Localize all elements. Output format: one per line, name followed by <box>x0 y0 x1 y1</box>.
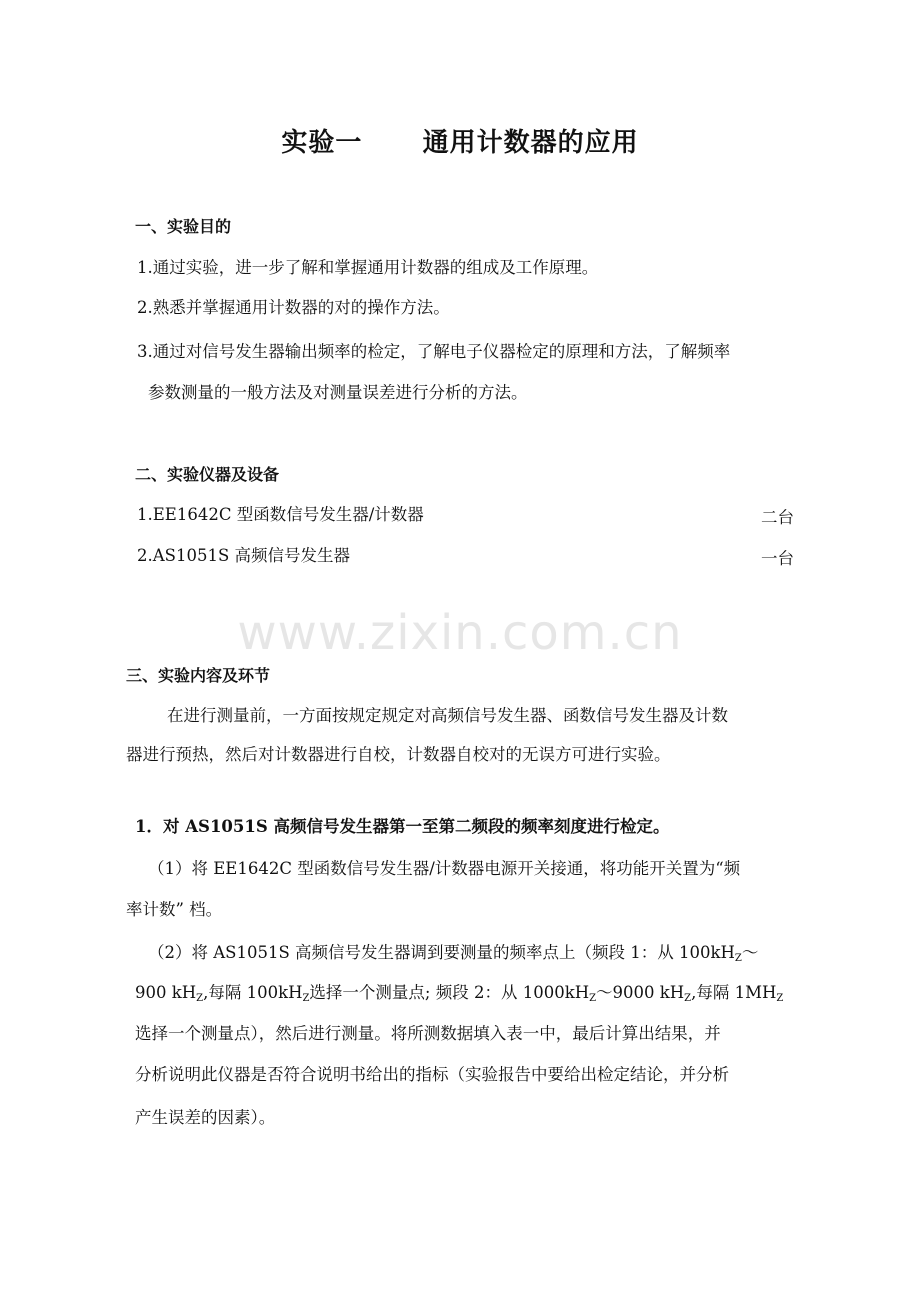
step2-text: ,每隔 1MH <box>691 983 777 1002</box>
subscript: Z <box>734 953 742 964</box>
step2-line-1 <box>148 942 758 970</box>
content-intro-line-2: 器进行预热，然后对计数器进行自校，计数器自校对的无误方可进行实验。 <box>126 745 671 764</box>
step2-line-3: 选择一个测量点），然后进行测量。将所测数据填入表一中，最后计算出结果，并 <box>135 1024 721 1043</box>
step1-line-2: 率计数” 档。 <box>126 900 223 919</box>
equipment-qty-2: 一台 <box>761 549 794 568</box>
purpose-item-3-cont: 参数测量的一般方法及对测量误差进行分析的方法。 <box>148 383 528 402</box>
step2-text: ～9000 kH <box>596 983 685 1002</box>
equipment-item-1: 1.EE1642C 型函数信号发生器/计数器 <box>137 505 424 524</box>
task1-title: 1．对 AS1051S 高频信号发生器第一至第二频段的频率刻度进行检定。 <box>135 817 670 836</box>
step2-line-5: 产生误差的因素）。 <box>135 1108 276 1127</box>
step2-text: 900 kH <box>135 983 197 1002</box>
equipment-item-2: 2.AS1051S 高频信号发生器 <box>137 546 351 565</box>
subscript: Z <box>776 993 784 1004</box>
step2-text: （2）将 AS1051S 高频信号发生器调到要测量的频率点上（频段 1：从 100kH <box>148 943 735 962</box>
step2-line-2 <box>135 982 783 1010</box>
step2-text: ～ <box>741 943 759 962</box>
step2-text: ,每隔 100kH <box>203 983 303 1002</box>
equipment-qty-1: 二台 <box>761 508 794 527</box>
subscript: Z <box>684 993 692 1004</box>
subscript: Z <box>589 993 597 1004</box>
page-title: 实验一 通用计数器的应用 <box>281 128 639 158</box>
content-intro-line-1: 在进行测量前，一方面按规定规定对高频信号发生器、函数信号发生器及计数 <box>167 706 728 725</box>
section-heading-equipment: 二、实验仪器及设备 <box>135 465 280 484</box>
section-heading-purpose: 一、实验目的 <box>135 217 232 236</box>
subscript: Z <box>196 993 204 1004</box>
step2-text: 选择一个测量点; 频段 2：从 1000kH <box>309 983 590 1002</box>
step1-line-1: （1）将 EE1642C 型函数信号发生器/计数器电源开关接通，将功能开关置为“频 <box>148 859 741 878</box>
watermark: www.zixin.com.cn <box>237 605 683 661</box>
subscript: Z <box>302 993 310 1004</box>
section-heading-content: 三、实验内容及环节 <box>126 666 271 685</box>
purpose-item-2: 2.熟悉并掌握通用计数器的对的操作方法。 <box>137 298 450 317</box>
step2-line-4: 分析说明此仪器是否符合说明书给出的指标（实验报告中要给出检定结论，并分析 <box>135 1065 729 1084</box>
purpose-item-3: 3.通过对信号发生器输出频率的检定，了解电子仪器检定的原理和方法，了解频率 <box>137 342 731 361</box>
purpose-item-1: 1.通过实验，进一步了解和掌握通用计数器的组成及工作原理。 <box>137 258 599 277</box>
